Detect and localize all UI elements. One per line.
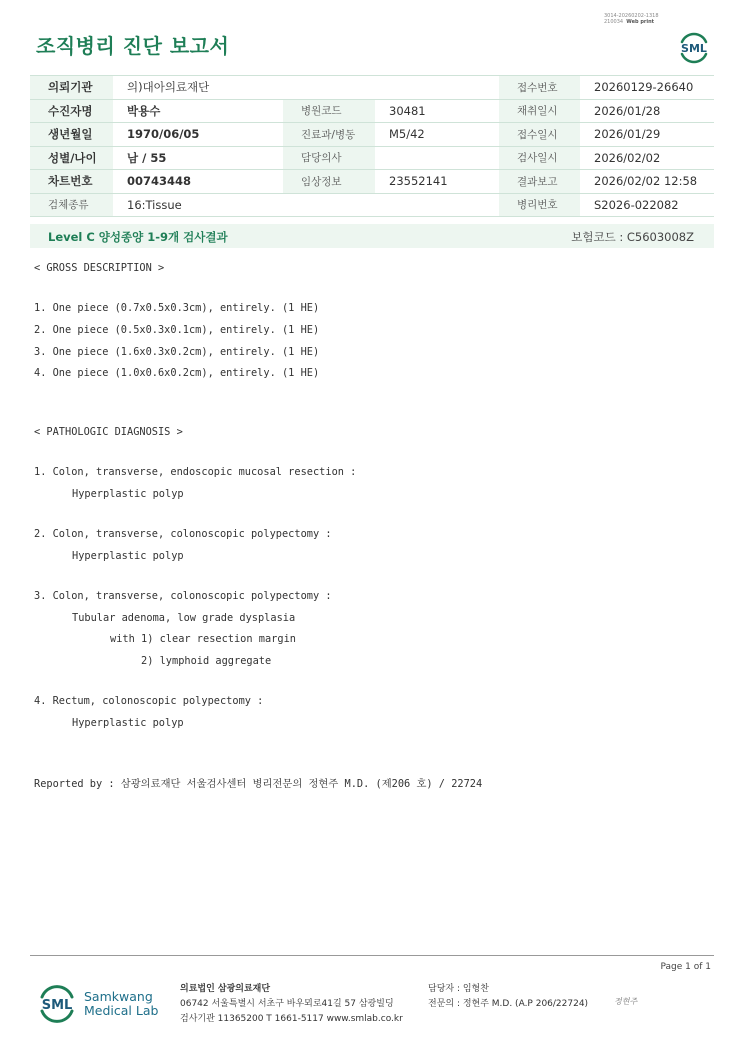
value-sex-age: 남 / 55: [113, 146, 283, 170]
label-clinical-info: 임상정보: [283, 170, 375, 194]
diagnosis-note: with 1) clear resection margin: [110, 633, 296, 645]
value-hospital-code: 30481: [375, 99, 499, 123]
label-test-date: 검사일시: [499, 146, 580, 170]
print-reference: [604, 13, 659, 25]
value-birth-date: 1970/06/05: [113, 123, 283, 147]
label-department-ward: 진료과/병동: [283, 123, 375, 147]
gross-item: 1. One piece (0.7x0.5x0.3cm), entirely. (1 HE): [34, 302, 320, 314]
diagnosis-note: 2) lymphoid aggregate: [141, 655, 272, 667]
info-row: [30, 193, 714, 217]
footer-address: 06742 서울특별시 서초구 바우뫼로41길 57 삼광빌딩: [180, 999, 394, 1009]
diagnosis-site: 3. Colon, transverse, colonoscopic polypectomy :: [34, 590, 332, 602]
diagnosis-site: 1. Colon, transverse, endoscopic mucosal resection :: [34, 466, 357, 478]
value-patient-name: 박용수: [113, 99, 283, 123]
value-collection-date: 2026/01/28: [580, 99, 714, 123]
value-department-ward: M5/42: [375, 123, 499, 147]
samkwang-logo-icon: [37, 980, 77, 1026]
label-requesting-institution: 의뢰기관: [30, 76, 113, 100]
print-reference-line2: [604, 19, 659, 25]
value-result-report: 2026/02/02 12:58: [580, 170, 714, 194]
insurance-code: 보험코드 : C5603008Z: [571, 230, 694, 244]
result-header-bar: [30, 224, 714, 248]
label-physician: 담당의사: [283, 146, 375, 170]
label-collection-date: 채취일시: [499, 99, 580, 123]
value-pathology-number: S2026-022082: [580, 193, 714, 217]
label-pathology-number: 병리번호: [499, 193, 580, 217]
gross-item: 4. One piece (1.0x0.6x0.2cm), entirely. (1 HE): [34, 367, 320, 379]
diagnosis-site: 4. Rectum, colonoscopic polypectomy :: [34, 695, 264, 707]
label-patient-name: 수진자명: [30, 99, 113, 123]
page-number: Page 1 of 1: [660, 962, 711, 972]
label-hospital-code: 병원코드: [283, 99, 375, 123]
diagnosis-heading: < PATHOLOGIC DIAGNOSIS >: [34, 426, 183, 438]
signature: 정현주: [614, 997, 638, 1006]
label-specimen-type: 검체종류: [30, 193, 113, 217]
value-receipt-number: 20260129-26640: [580, 76, 714, 100]
info-row: [30, 76, 714, 100]
print-reference-line1: 3014-20260202-1318: [604, 13, 659, 19]
info-row: [30, 170, 714, 194]
footer-divider: [30, 955, 714, 956]
label-sex-age: 성별/나이: [30, 146, 113, 170]
label-chart-number: 차트번호: [30, 170, 113, 194]
logo-text: SML: [681, 42, 707, 55]
reported-by: Reported by : 삼광의료재단 서울검사센터 병리전문의 정현주 M.D. (제206 호) / 22724: [34, 778, 483, 790]
gross-item: 2. One piece (0.5x0.3x0.1cm), entirely. (1 HE): [34, 324, 320, 336]
gross-item: 3. One piece (1.6x0.3x0.2cm), entirely. (1 HE): [34, 346, 320, 358]
footer-specialist: 전문의 : 정현주 M.D. (A.P 206/22724): [428, 999, 589, 1009]
value-requesting-institution: 의)대아의료재단: [113, 76, 499, 100]
value-clinical-info: 23552141: [375, 170, 499, 194]
lab-name: [84, 990, 158, 1018]
diagnosis-site: 2. Colon, transverse, colonoscopic polypectomy :: [34, 528, 332, 540]
value-chart-number: 00743448: [113, 170, 283, 194]
diagnosis-result: Hyperplastic polyp: [72, 488, 184, 500]
lab-name-line1: Samkwang: [84, 989, 153, 1004]
value-receipt-date: 2026/01/29: [580, 123, 714, 147]
value-specimen-type: 16:Tissue: [113, 193, 499, 217]
gross-heading: < GROSS DESCRIPTION >: [34, 262, 165, 274]
label-result-report: 결과보고: [499, 170, 580, 194]
web-print-tag: Web print: [626, 19, 655, 25]
footer-manager: 담당자 : 임형찬: [428, 984, 489, 994]
label-birth-date: 생년월일: [30, 123, 113, 147]
sml-logo-icon: [676, 28, 712, 64]
label-receipt-number: 접수번호: [499, 76, 580, 100]
diagnosis-result: Hyperplastic polyp: [72, 717, 184, 729]
lab-name-line2: Medical Lab: [84, 1003, 159, 1018]
footer-org: 의료법인 삼광의료재단: [180, 984, 271, 994]
report-title: 조직병리 진단 보고서: [36, 34, 230, 58]
patient-info-table: [30, 75, 714, 217]
print-id: 210034: [604, 19, 624, 25]
info-row: [30, 146, 714, 170]
label-receipt-date: 접수일시: [499, 123, 580, 147]
footer-contact: 검사기관 11365200 T 1661-5117 www.smlab.co.kr: [180, 1014, 403, 1024]
diagnosis-result: Tubular adenoma, low grade dysplasia: [72, 612, 296, 624]
test-level-label: Level C 양성종양 1-9개 검사결과: [48, 230, 228, 244]
logo-text: SML: [41, 998, 73, 1013]
diagnosis-result: Hyperplastic polyp: [72, 550, 184, 562]
value-test-date: 2026/02/02: [580, 146, 714, 170]
info-row: [30, 123, 714, 147]
info-row: [30, 99, 714, 123]
value-physician: [375, 146, 499, 170]
